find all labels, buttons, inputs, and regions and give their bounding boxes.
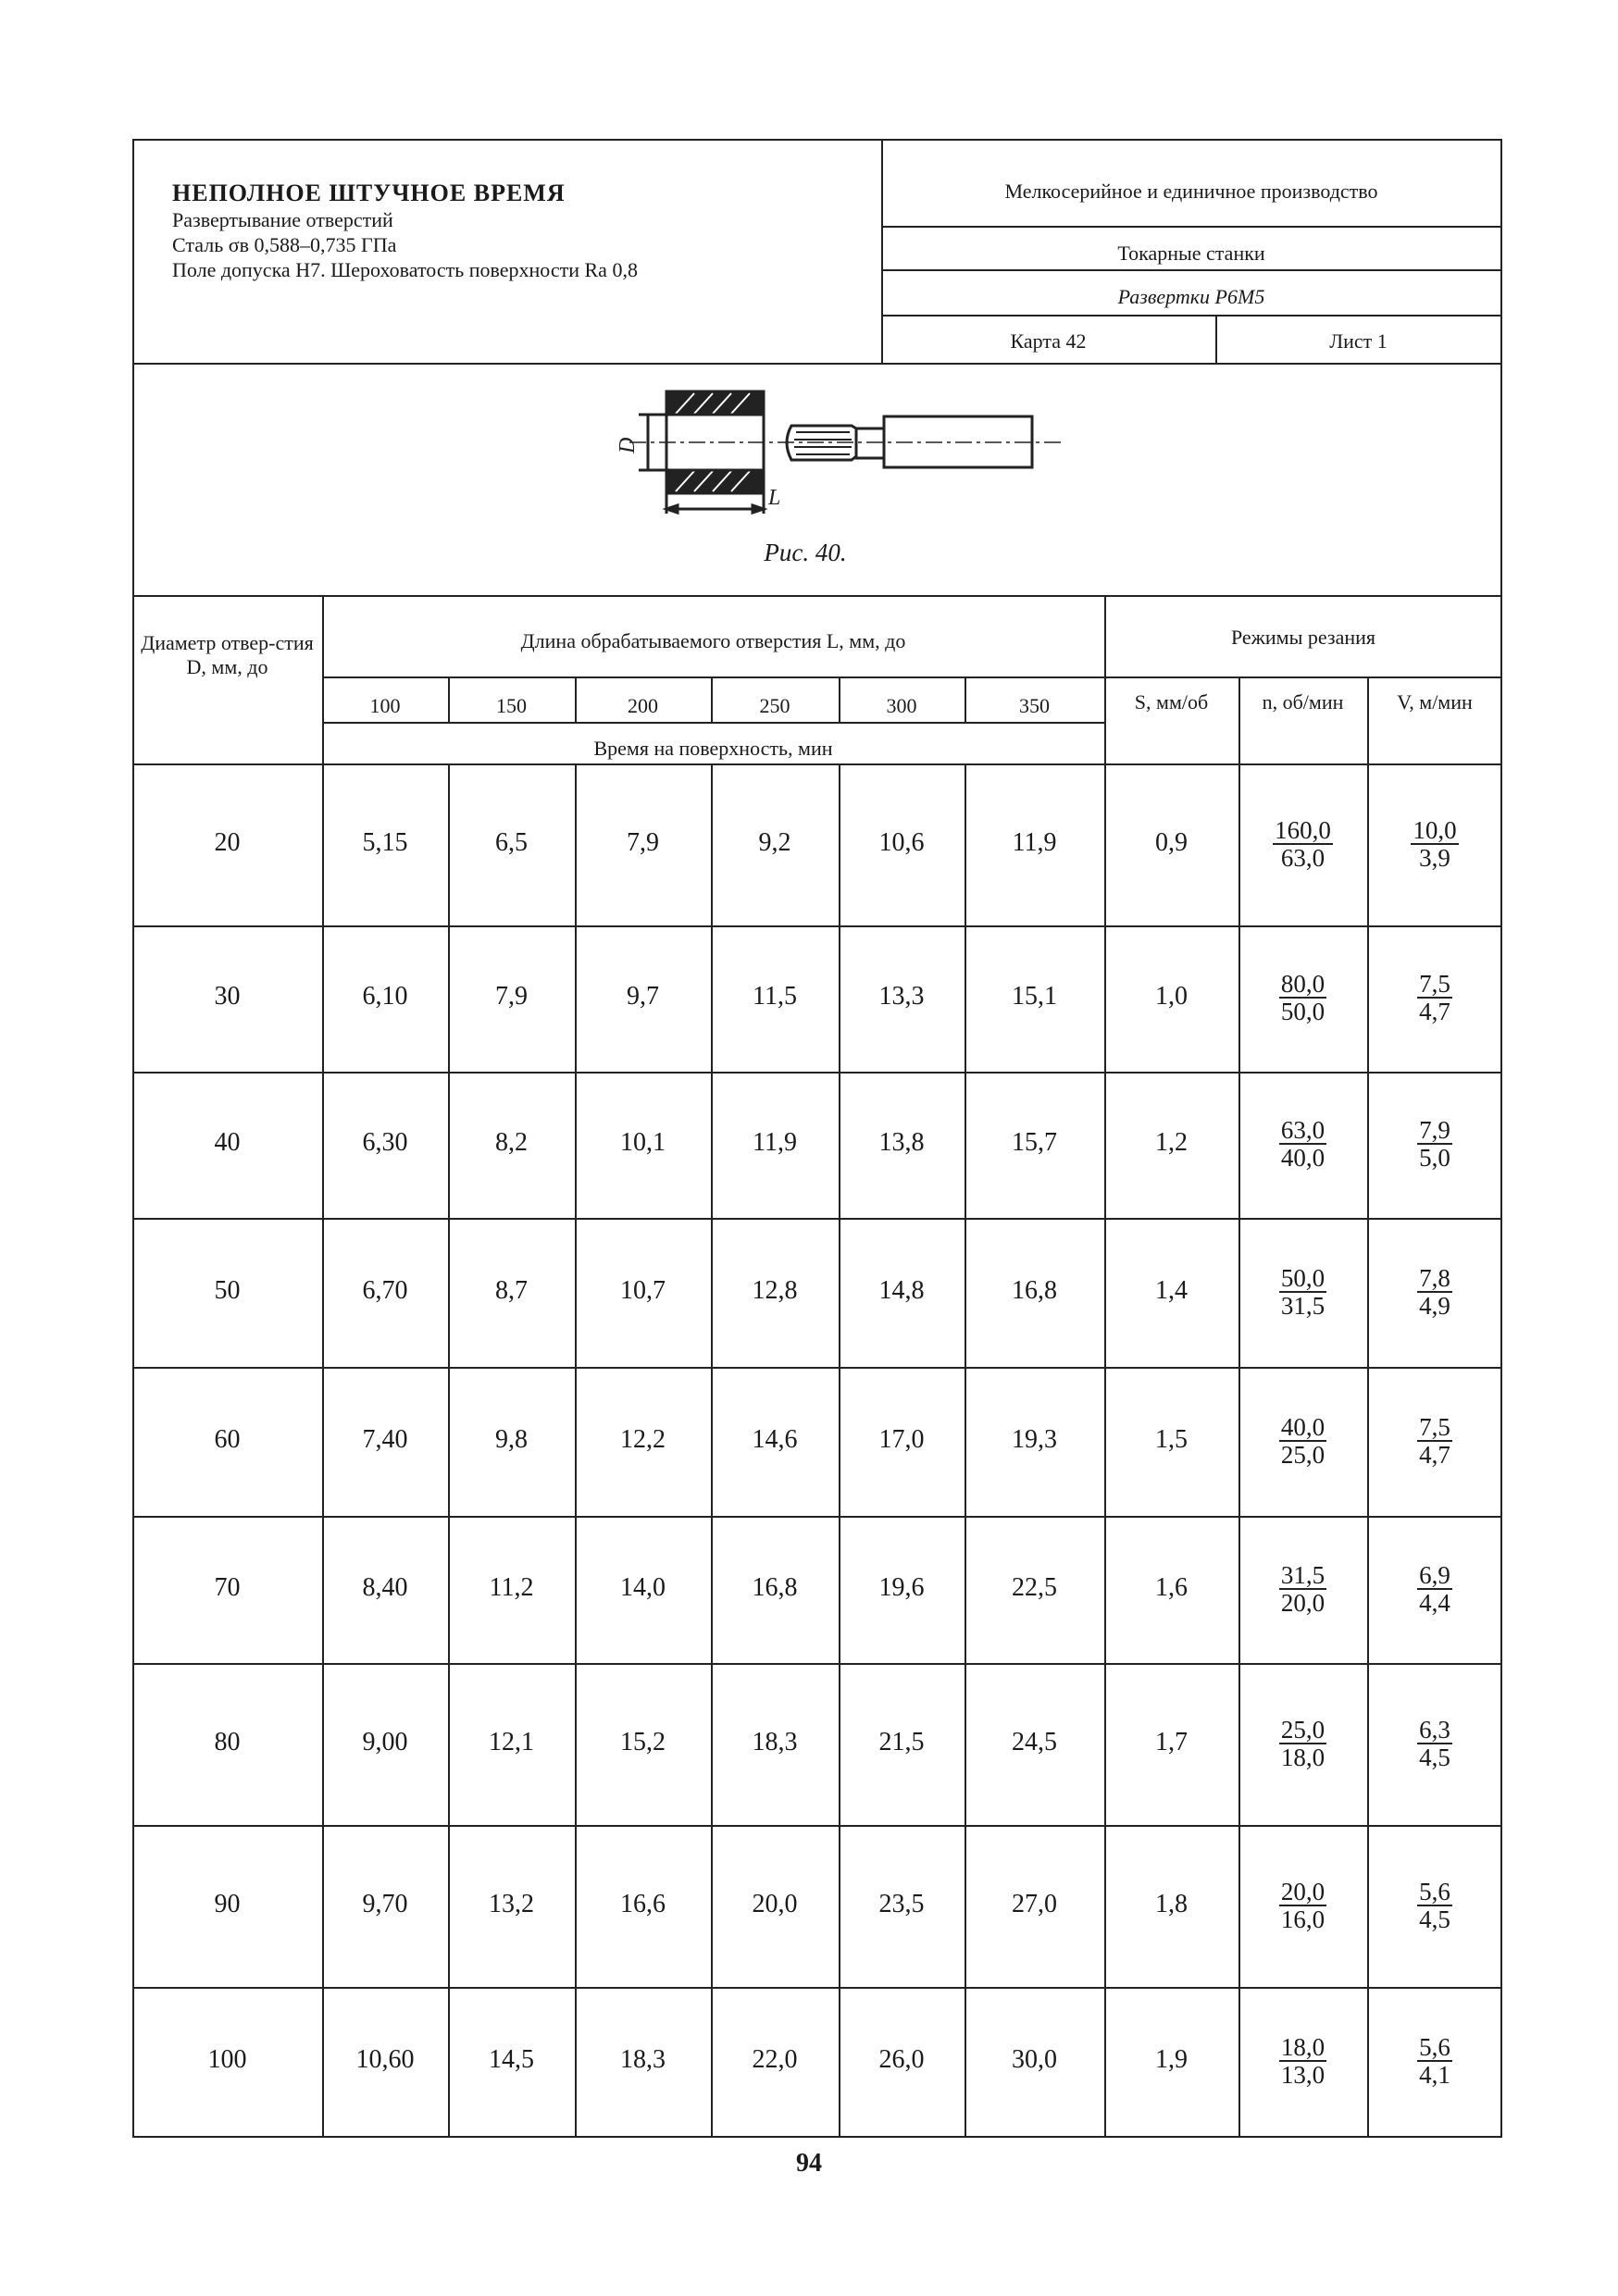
speed-n-cell: [1238, 1717, 1367, 1770]
time-cell: 10,60: [355, 2044, 415, 2074]
speed-n-cell-numerator: 160,0: [1275, 815, 1331, 844]
time-cell: 15,1: [1012, 982, 1057, 1011]
material-line: Сталь σв 0,588–0,735 ГПа: [172, 233, 397, 256]
production-type: Мелкосерийное и единичное производство: [1004, 180, 1378, 203]
col-header-v: V, м/мин: [1397, 690, 1473, 714]
velocity-v-cell-numerator: 6,9: [1419, 1560, 1450, 1589]
velocity-v-cell-fraction: [1417, 971, 1452, 1024]
velocity-v-cell-numerator: 7,8: [1419, 1263, 1450, 1292]
time-cell: 16,8: [752, 1572, 798, 1602]
header-hline-1: [881, 226, 1501, 228]
card-title: НЕПОЛНОЕ ШТУЧНОЕ ВРЕМЯ: [172, 180, 566, 206]
reamer-neck: [856, 428, 884, 458]
table-top-line: [132, 595, 1502, 597]
time-cell: 27,0: [1012, 1889, 1057, 1918]
card-number: Карта 42: [1010, 329, 1087, 353]
page-number: 94: [796, 2149, 822, 2178]
time-cell: 9,8: [495, 1424, 528, 1454]
velocity-v-cell-numerator: 5,6: [1419, 2032, 1450, 2061]
time-cell: 17,0: [878, 1424, 925, 1454]
time-cell: 21,5: [878, 1727, 925, 1756]
feed-cell: 1,6: [1155, 1572, 1188, 1602]
operation-line: Развертывание отверстий: [172, 208, 393, 231]
speed-n-cell: [1238, 2034, 1367, 2088]
time-cell: 14,0: [620, 1572, 666, 1602]
velocity-v-cell: [1367, 971, 1502, 1024]
label-d: D: [616, 437, 640, 453]
velocity-v-cell-numerator: 7,5: [1419, 1412, 1450, 1441]
feed-cell: 1,4: [1155, 1275, 1188, 1305]
time-cell: 13,3: [878, 982, 925, 1011]
feed-cell: 1,8: [1155, 1889, 1188, 1918]
speed-n-cell-fraction: [1279, 1117, 1326, 1171]
time-cell: 9,70: [362, 1889, 408, 1918]
diameter-cell: 50: [214, 1275, 241, 1305]
diameter-cell: 90: [214, 1889, 241, 1918]
velocity-v-cell-numerator: 7,9: [1419, 1116, 1450, 1144]
header-hline-3: [881, 315, 1501, 316]
diameter-cell: 100: [207, 2044, 247, 2074]
speed-n-cell: [1238, 817, 1367, 871]
time-label: Время на поверхность, мин: [593, 737, 833, 760]
time-cell: 11,2: [489, 1572, 534, 1602]
feed-cell: 1,2: [1155, 1128, 1188, 1157]
time-cell: 14,8: [878, 1275, 925, 1305]
time-cell: 26,0: [878, 2044, 925, 2074]
tolerance-line: Поле допуска Н7. Шероховатость поверхности Ra 0,8: [172, 258, 638, 281]
time-cell: 12,1: [489, 1727, 534, 1756]
speed-n-cell-numerator: 40,0: [1280, 1412, 1326, 1441]
velocity-v-cell-numerator: 10,0: [1413, 815, 1457, 844]
velocity-v-cell-denominator: 4,9: [1419, 1291, 1450, 1320]
feed-cell: 1,9: [1155, 2044, 1188, 2074]
time-cell: 22,5: [1012, 1572, 1057, 1602]
velocity-v-cell-numerator: 5,6: [1419, 1877, 1450, 1905]
velocity-v-cell-fraction: [1417, 2034, 1452, 2088]
col-header-diameter: Диаметр отвер-стия D, мм, до: [141, 631, 314, 678]
time-cell: 9,2: [758, 827, 791, 857]
col-header-length: Длина обрабатываемого отверстия L, мм, до: [520, 629, 906, 652]
velocity-v-cell-denominator: 3,9: [1419, 843, 1450, 872]
time-cell: 16,6: [620, 1889, 666, 1918]
speed-n-cell-numerator: 63,0: [1280, 1116, 1326, 1144]
time-cell: 15,2: [620, 1727, 666, 1756]
speed-n-cell-denominator: 50,0: [1280, 998, 1326, 1025]
speed-n-cell-denominator: 20,0: [1280, 1588, 1326, 1617]
speed-n-cell-denominator: 16,0: [1280, 1905, 1326, 1933]
time-cell: 9,7: [627, 982, 659, 1011]
time-cell: 19,6: [878, 1572, 925, 1602]
velocity-v-cell: [1367, 1879, 1502, 1932]
velocity-v-cell-fraction: [1411, 817, 1458, 871]
label-l: L: [768, 486, 781, 510]
row-separator: [132, 1367, 1502, 1369]
velocity-v-cell-denominator: 4,7: [1419, 1440, 1450, 1469]
header-block: [172, 180, 876, 282]
row-separator: [132, 1663, 1502, 1665]
speed-n-cell-fraction: [1279, 1414, 1326, 1468]
time-cell: 18,3: [620, 2044, 666, 2074]
speed-n-cell-fraction: [1279, 2034, 1326, 2088]
speed-n-cell: [1238, 971, 1367, 1024]
speed-n-cell: [1238, 1414, 1367, 1468]
length-header-line: [322, 676, 1502, 678]
speed-n-cell-numerator: 80,0: [1280, 970, 1326, 998]
row-separator: [132, 1218, 1502, 1220]
velocity-v-cell-fraction: [1417, 1414, 1452, 1468]
velocity-v-cell: [1367, 1414, 1502, 1468]
velocity-v-cell-fraction: [1417, 1717, 1452, 1770]
speed-n-cell: [1238, 1562, 1367, 1616]
diameter-cell: 40: [214, 1128, 241, 1157]
velocity-v-cell-fraction: [1417, 1879, 1452, 1932]
velocity-v-cell: [1367, 1562, 1502, 1616]
velocity-v-cell-denominator: 4,5: [1419, 1905, 1450, 1933]
time-cell: 11,5: [753, 982, 797, 1011]
feed-cell: 1,5: [1155, 1424, 1188, 1454]
time-cell: 8,2: [495, 1128, 528, 1157]
length-250: 250: [759, 694, 790, 717]
speed-n-cell: [1238, 1879, 1367, 1932]
time-cell: 8,7: [495, 1275, 528, 1305]
speed-n-cell-numerator: 31,5: [1280, 1560, 1326, 1589]
time-cell: 7,9: [627, 827, 659, 857]
speed-n-cell-denominator: 31,5: [1280, 1291, 1326, 1320]
time-cell: 10,1: [620, 1128, 666, 1157]
feed-cell: 1,0: [1155, 982, 1188, 1011]
time-cell: 8,40: [362, 1572, 408, 1602]
time-cell: 11,9: [753, 1128, 797, 1157]
time-cell: 11,9: [1012, 827, 1057, 857]
time-cell: 9,00: [362, 1727, 408, 1756]
time-cell: 24,5: [1012, 1727, 1057, 1756]
speed-n-cell-numerator: 50,0: [1280, 1263, 1326, 1292]
velocity-v-cell: [1367, 2034, 1502, 2088]
speed-n-cell-denominator: 63,0: [1280, 843, 1326, 872]
row-separator: [132, 1987, 1502, 1989]
reamer-figure: [611, 375, 1074, 532]
length-350: 350: [1019, 694, 1050, 717]
time-cell: 6,30: [362, 1128, 408, 1157]
time-cell: 20,0: [752, 1889, 798, 1918]
speed-n-cell-fraction: [1279, 971, 1326, 1024]
velocity-v-cell-denominator: 4,4: [1419, 1588, 1450, 1617]
feed-cell: 0,9: [1155, 827, 1188, 857]
speed-n-cell-fraction: [1279, 1265, 1326, 1319]
time-cell: 13,8: [878, 1128, 925, 1157]
time-cell: 6,70: [362, 1275, 408, 1305]
speed-n-cell-numerator: 18,0: [1280, 2032, 1326, 2061]
time-cell: 7,9: [495, 982, 528, 1011]
col-header-n: n, об/мин: [1262, 690, 1344, 714]
velocity-v-cell-fraction: [1417, 1265, 1452, 1319]
speed-n-cell: [1238, 1265, 1367, 1319]
time-cell: 6,10: [362, 982, 408, 1011]
speed-n-cell-fraction: [1273, 817, 1333, 871]
time-cell: 12,8: [752, 1275, 798, 1305]
time-cell: 7,40: [362, 1424, 408, 1454]
time-cell: 14,5: [489, 2044, 534, 2074]
velocity-v-cell: [1367, 817, 1502, 871]
time-cell: 15,7: [1012, 1128, 1057, 1157]
speed-n-cell-numerator: 25,0: [1280, 1715, 1326, 1744]
velocity-v-cell-fraction: [1417, 1117, 1452, 1171]
speed-n-cell-numerator: 20,0: [1280, 1877, 1326, 1905]
row-separator: [132, 925, 1502, 927]
row-separator: [132, 1516, 1502, 1518]
time-cell: 16,8: [1012, 1275, 1057, 1305]
sheet-number: Лист 1: [1329, 329, 1388, 353]
time-cell: 6,5: [495, 827, 528, 857]
velocity-v-cell-denominator: 4,7: [1419, 998, 1450, 1025]
time-cell: 13,2: [489, 1889, 534, 1918]
diameter-cell: 80: [214, 1727, 241, 1756]
diameter-cell: 20: [214, 827, 241, 857]
time-cell: 19,3: [1012, 1424, 1057, 1454]
velocity-v-cell: [1367, 1265, 1502, 1319]
tool-type: Развертки Р6М5: [1117, 285, 1265, 308]
speed-n-cell-fraction: [1279, 1717, 1326, 1770]
length-200: 200: [628, 694, 658, 717]
time-cell: 10,7: [620, 1275, 666, 1305]
speed-n-cell-denominator: 18,0: [1280, 1743, 1326, 1771]
time-cell: 18,3: [752, 1727, 798, 1756]
header-hline-2: [881, 269, 1501, 271]
speed-n-cell-denominator: 13,0: [1280, 2060, 1326, 2089]
velocity-v-cell: [1367, 1717, 1502, 1770]
header-bottom-line: [132, 363, 1502, 365]
velocity-v-cell: [1367, 1117, 1502, 1171]
figure-caption: Рис. 40.: [764, 539, 847, 566]
time-cell: 12,2: [620, 1424, 666, 1454]
row-separator: [132, 1825, 1502, 1827]
col-header-modes: Режимы резания: [1230, 626, 1376, 649]
feed-cell: 1,7: [1155, 1727, 1188, 1756]
header-bottom-line-table: [132, 763, 1502, 765]
diameter-cell: 60: [214, 1424, 241, 1454]
diameter-cell: 30: [214, 982, 241, 1011]
row-separator: [132, 1072, 1502, 1074]
length-150: 150: [496, 694, 527, 717]
col-header-s: S, мм/об: [1134, 690, 1209, 714]
velocity-v-cell-numerator: 7,5: [1419, 970, 1450, 998]
time-cell: 30,0: [1012, 2044, 1057, 2074]
velocity-v-cell-denominator: 4,1: [1419, 2060, 1450, 2089]
speed-n-cell-denominator: 40,0: [1280, 1144, 1326, 1172]
speed-n-cell-denominator: 25,0: [1280, 1440, 1326, 1469]
time-cell: 5,15: [362, 827, 408, 857]
machine-type: Токарные станки: [1117, 242, 1265, 265]
velocity-v-cell-numerator: 6,3: [1419, 1715, 1450, 1744]
velocity-v-cell-denominator: 5,0: [1419, 1144, 1450, 1172]
diameter-cell: 70: [214, 1572, 241, 1602]
length-100: 100: [369, 694, 401, 717]
speed-n-cell-fraction: [1279, 1562, 1326, 1616]
length-300: 300: [886, 694, 917, 717]
length-values-line: [322, 722, 1104, 724]
time-cell: 23,5: [878, 1889, 925, 1918]
velocity-v-cell-denominator: 4,5: [1419, 1743, 1450, 1771]
time-cell: 14,6: [752, 1424, 798, 1454]
time-cell: 10,6: [878, 827, 925, 857]
speed-n-cell-fraction: [1279, 1879, 1326, 1932]
velocity-v-cell-fraction: [1417, 1562, 1452, 1616]
speed-n-cell: [1238, 1117, 1367, 1171]
time-cell: 22,0: [752, 2044, 798, 2074]
